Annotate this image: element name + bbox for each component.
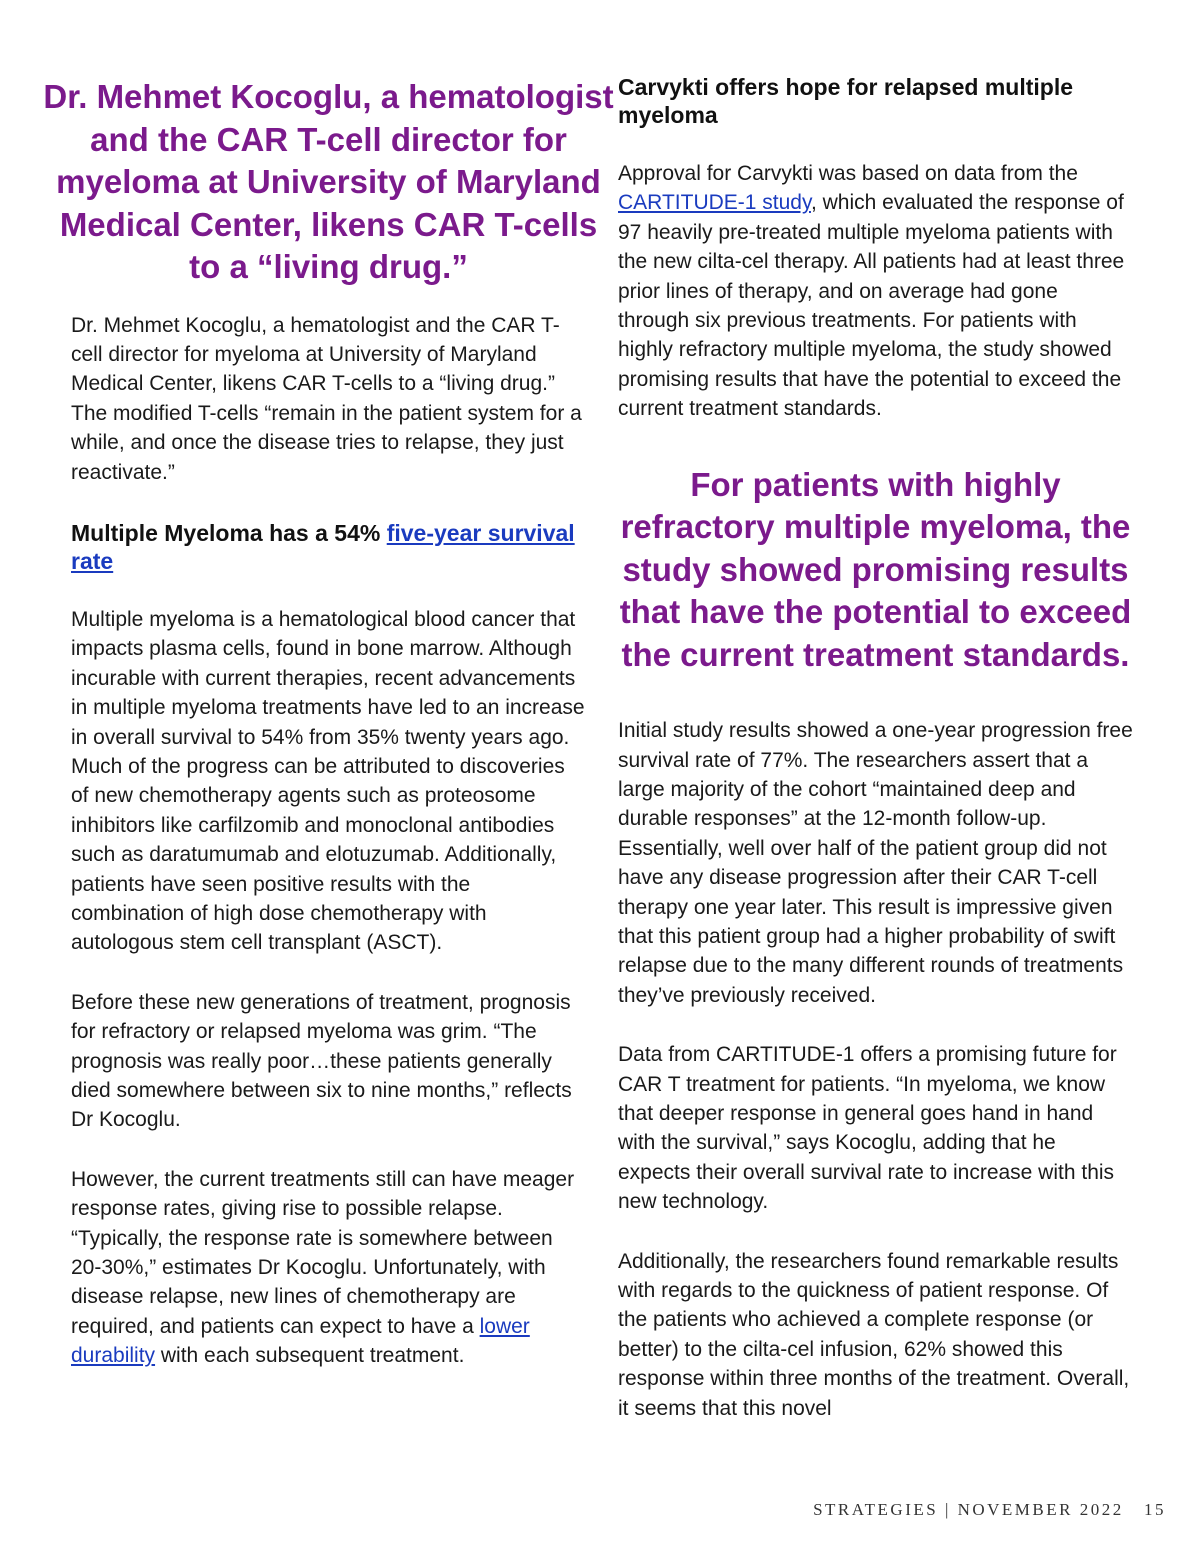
left-paragraph-3: Before these new generations of treatment, prognosis for refractory or relapsed myeloma was grim. “The prognosis was really poor…these patients generally died somewhere between six to nine months,” reflects Dr Kocoglu.	[71, 990, 572, 1132]
five-year-survival-link[interactable]: five-year survival rate	[71, 519, 575, 574]
right-paragraph-1	[618, 159, 1133, 424]
cartitude-study-link[interactable]: CARTITUDE-1 study	[618, 191, 811, 215]
page-footer	[813, 1500, 1166, 1520]
survival-rate-heading	[71, 519, 586, 575]
lower-durability-link[interactable]: lower durability	[71, 1314, 530, 1368]
right-column	[618, 70, 1133, 1423]
left-paragraph-2: Multiple myeloma is a hematological blood cancer that impacts plasma cells, found in bone marrow. Although incurable with current therapies, recent advancements in multiple myeloma treatments have led to an increase in overall survival to 54% from 35% twenty years ago. Much of the progress can be attributed to discoveries of new chemotherapy agents such as proteosome inhibitors like carfilzomib and monoclonal antibodies such as daratumumab and elotuzumab. Additionally, patients have seen positive results with the combination of high dose chemotherapy with autologous stem cell transplant (ASCT).	[71, 607, 585, 955]
left-column	[43, 70, 614, 1371]
right-p1-text-b: , which evaluated the response of 97 heavily pre-treated multiple myeloma patients with the new cilta-cel therapy. All patients had at least three prior lines of therapy, and on average had gone through six previous treatments. For patients with highly refractory multiple myeloma, the study showed promising results that have the potential to exceed the current treatment standards.	[618, 191, 1125, 421]
right-pull-quote: For patients with highly refractory multiple myeloma, the study showed promising results that have the potential to exceed the current treatment standards.	[619, 465, 1132, 673]
left-paragraph-4	[71, 1165, 586, 1371]
page-number: 15	[1144, 1500, 1166, 1519]
carvykti-heading: Carvykti offers hope for relapsed multiple myeloma	[618, 74, 1074, 128]
left-p4-text-b: with each subsequent treatment.	[155, 1344, 465, 1368]
right-p1-text-a: Approval for Carvykti was based on data from the	[618, 162, 1078, 185]
right-paragraph-2: Initial study results showed a one-year progression free survival rate of 77%. The researchers assert that a large majority of the cohort “maintained deep and durable responses” at the 12-month follow-up. Essentially, well over half of the patient group did not have any disease progression after their CAR T-cell therapy one year later. This result is impressive given that this patient group had a higher probability of swift relapse due to the many different rounds of treatments they’ve previously received.	[618, 719, 1133, 1007]
folio-text: STRATEGIES | NOVEMBER 2022	[813, 1500, 1124, 1519]
left-pull-quote: Dr. Mehmet Kocoglu, a hematologist and the CAR T-cell director for myeloma at University of Maryland Medical Center, likens CAR T-cells to a “living drug.”	[43, 78, 614, 285]
right-paragraph-3: Data from CARTITUDE-1 offers a promising future for CAR T treatment for patients. “In myeloma, we know that deeper response in general goes hand in hand with the survival,” says Kocoglu, adding that he expects their overall survival rate to increase with this new technology.	[618, 1043, 1117, 1214]
right-paragraph-4: Additionally, the researchers found remarkable results with regards to the quickness of patient response. Of the patients who achieved a complete response (or better) to the cilta-cel infusion, 62% showed this response within three months of the treatment. Overall, it seems that this novel	[618, 1249, 1130, 1420]
survival-heading-text: Multiple Myeloma has a 54%	[71, 519, 387, 546]
left-paragraph-1: Dr. Mehmet Kocoglu, a hematologist and the CAR T-cell director for myeloma at University of Maryland Medical Center, likens CAR T-cells to a “living drug.” The modified T-cells “remain in the patient system for a while, and once the disease tries to relapse, they just reactivate.”	[71, 313, 582, 484]
left-p4-text-a: However, the current treatments still can have meager response rates, giving rise to possible relapse. “Typically, the response rate is somewhere between 20-30%,” estimates Dr Kocoglu. Unfortunately, with disease relapse, new lines of chemotherapy are required, and patients can expect to have a	[71, 1167, 575, 1338]
